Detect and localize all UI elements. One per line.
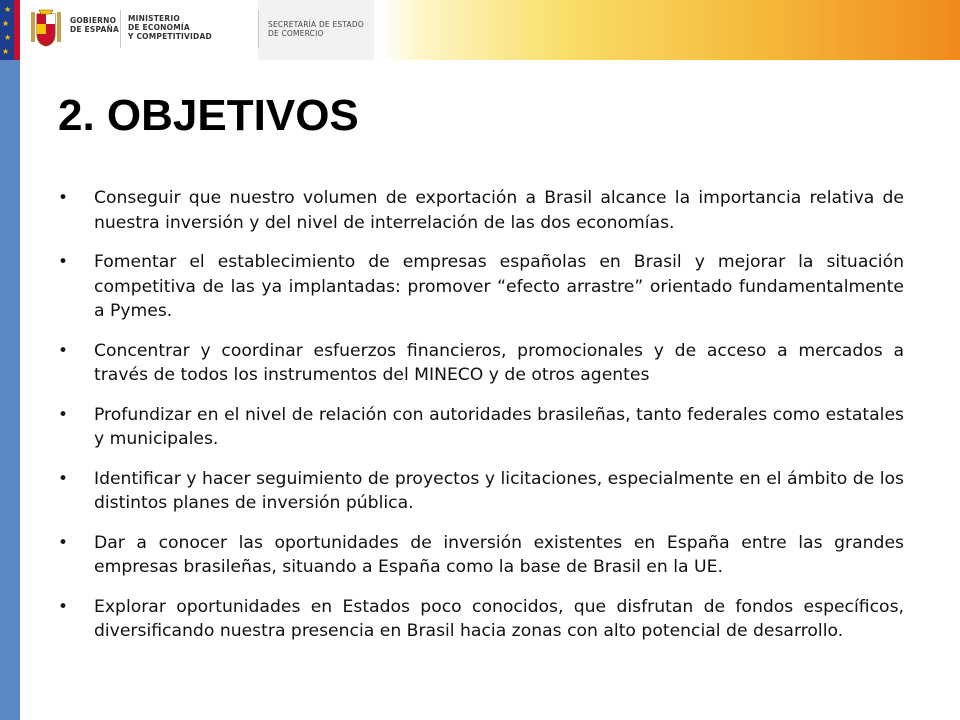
- eu-flag-strip: [0, 0, 20, 60]
- eu-star-icon: ★: [2, 19, 10, 28]
- list-item: • Identificar y hacer seguimiento de proyectos y licitaciones, especialmente en el ámbito de los distintos planes de inversión pública.: [58, 467, 904, 516]
- list-item: • Fomentar el establecimiento de empresas españolas en Brasil y mejorar la situación competitiva de las ya implantadas: promover “efecto arrastre” orientado fundamentalmente a Pymes.: [58, 250, 904, 324]
- secretaria-logo-text: SECRETARÍA DE ESTADO DE COMERCIO: [268, 20, 364, 38]
- header-bar: [0, 0, 960, 60]
- spain-flag-stripe: [14, 0, 20, 60]
- gobierno-logo-text: GOBIERNO DE ESPAÑA: [70, 16, 119, 34]
- coat-of-arms-icon: [28, 8, 64, 50]
- objectives-list: [58, 186, 904, 659]
- list-item: • Concentrar y coordinar esfuerzos financieros, promocionales y de acceso a mercados a través de todos los instrumentos del MINECO y de otros agentes: [58, 339, 904, 388]
- eu-star-icon: ★: [4, 33, 12, 42]
- left-side-band: [0, 60, 20, 720]
- list-item: • Conseguir que nuestro volumen de exportación a Brasil alcance la importancia relativa de nuestra inversión y del nivel de interrelación de las dos economías.: [58, 186, 904, 235]
- eu-star-icon: ★: [2, 47, 10, 56]
- logo-divider: [258, 10, 259, 48]
- list-item: • Profundizar en el nivel de relación con autoridades brasileñas, tanto federales como estatales y municipales.: [58, 403, 904, 452]
- list-item: • Explorar oportunidades en Estados poco conocidos, que disfrutan de fondos específicos, diversificando nuestra presencia en Brasil hacia zonas con alto potencial de desarrollo.: [58, 595, 904, 644]
- slide-title: 2. OBJETIVOS: [58, 91, 359, 140]
- eu-star-icon: ★: [4, 5, 12, 14]
- ministerio-logo-text: MINISTERIO DE ECONOMÍA Y COMPETITIVIDAD: [128, 14, 212, 41]
- list-item: • Dar a conocer las oportunidades de inversión existentes en España entre las grandes empresas brasileñas, situando a España como la base de Brasil en la UE.: [58, 531, 904, 580]
- logo-divider: [120, 10, 121, 48]
